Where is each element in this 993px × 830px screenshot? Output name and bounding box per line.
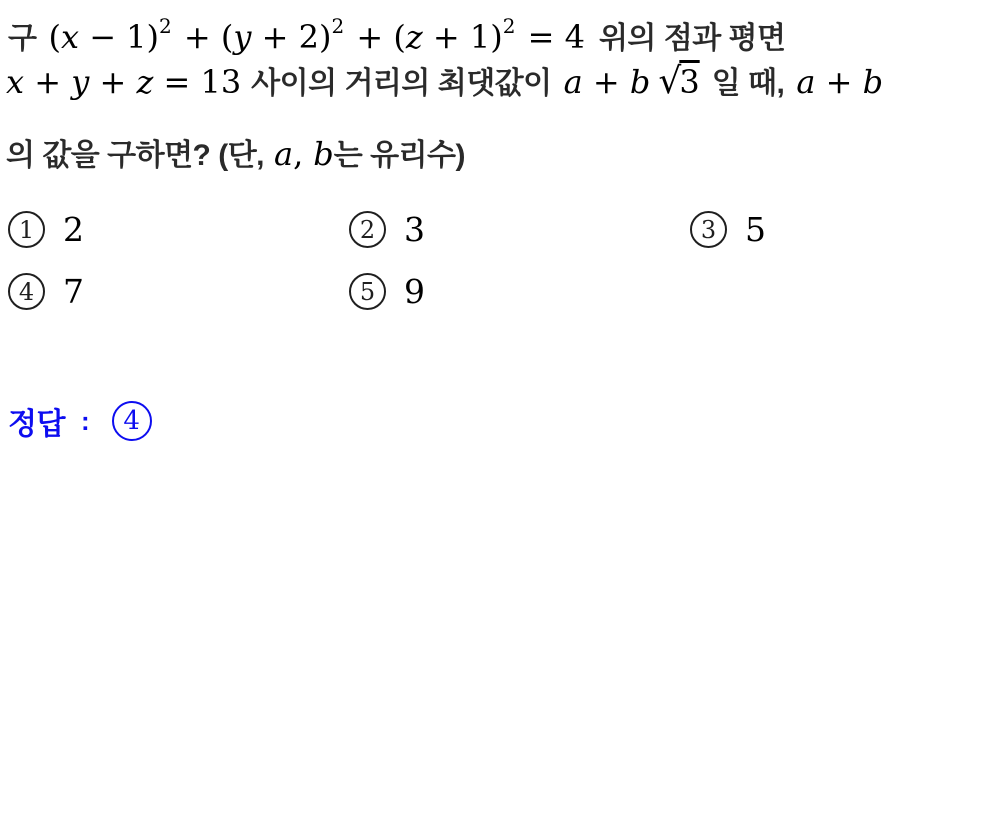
choice-marker: 2 <box>349 211 386 248</box>
answer-label: 정답 <box>8 408 65 441</box>
korean-text: 일 때, <box>711 67 785 100</box>
superscript: 2 <box>502 14 516 38</box>
choices-row-2 <box>8 272 690 311</box>
math-text: + <box>89 63 137 101</box>
superscript: 2 <box>159 14 172 38</box>
math-variable: x <box>6 63 25 101</box>
math-text: + ( <box>173 18 234 56</box>
choice-value: 3 <box>404 210 425 249</box>
math-variable: y <box>233 18 252 56</box>
choice-2 <box>349 210 690 249</box>
korean-text: 의 값을 구하면? (단, <box>6 139 265 172</box>
math-variable: x <box>60 18 80 56</box>
choice-marker: 4 <box>8 273 45 310</box>
math-text: + <box>24 63 72 101</box>
math-text: ( <box>48 18 61 56</box>
math-variable: a <box>796 63 816 101</box>
math-text: + 2) <box>251 18 332 56</box>
math-text: + <box>815 63 863 101</box>
korean-text: 위의 점과 평면 <box>598 22 786 55</box>
math-variable: b <box>862 63 884 101</box>
problem-line-2 <box>6 56 883 115</box>
korean-text: 사이의 거리의 최댓값이 <box>251 67 552 100</box>
choice-5 <box>349 272 690 311</box>
choice-marker: 1 <box>8 211 45 248</box>
math-text: − 1) <box>79 18 160 56</box>
choice-marker: 5 <box>349 273 386 310</box>
korean-text: 구 <box>8 22 37 55</box>
choice-4 <box>8 272 349 311</box>
square-root <box>658 61 701 102</box>
choice-3 <box>690 210 993 249</box>
math-variable: a <box>563 63 583 101</box>
choice-value: 7 <box>63 272 84 311</box>
math-variable: b <box>313 135 334 173</box>
math-variable: z <box>136 63 154 101</box>
choice-value: 9 <box>404 272 425 311</box>
math-text: + 1) <box>422 18 503 56</box>
superscript: 2 <box>331 14 345 38</box>
radical-sign: √ <box>658 61 680 102</box>
choice-value: 5 <box>745 210 766 249</box>
radicand: 3 <box>679 63 700 101</box>
math-variable: y <box>71 63 90 101</box>
choice-marker: 3 <box>690 211 727 248</box>
choice-value: 2 <box>63 210 84 249</box>
math-text: , <box>293 135 304 173</box>
math-text: = 4 <box>517 18 585 56</box>
math-variable: b <box>629 63 651 101</box>
answer-colon: : <box>80 405 90 436</box>
math-text: + <box>582 63 630 101</box>
choice-1 <box>8 210 349 249</box>
answer-marker: 4 <box>112 401 152 441</box>
answer-line <box>8 399 152 443</box>
math-variable: a <box>274 135 294 173</box>
problem-line-3 <box>6 128 465 187</box>
choices-row-1 <box>8 210 993 249</box>
math-text: + ( <box>346 18 406 56</box>
korean-text: 는 유리수) <box>333 139 465 172</box>
math-variable: z <box>405 18 423 56</box>
math-text: = 13 <box>153 63 242 101</box>
